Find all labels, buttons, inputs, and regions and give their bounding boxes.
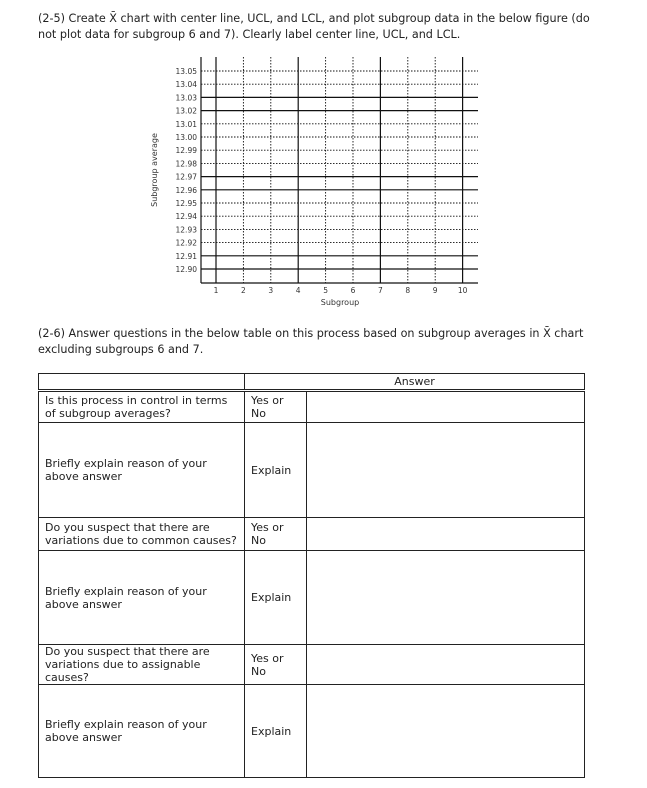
- question-cell: Is this process in control in terms of subgroup averages?: [39, 391, 245, 423]
- y-tick-label: 12.95: [175, 199, 197, 208]
- x-tick-label: 8: [405, 286, 411, 295]
- xbar-chart-grid: [0, 0, 647, 320]
- x-tick-label: 6: [350, 286, 356, 295]
- x-axis-label: Subgroup: [320, 298, 360, 307]
- x-tick-label: 4: [295, 286, 301, 295]
- y-tick-label: 12.98: [175, 159, 197, 169]
- q26-text-end: chart excluding subgroups 6 and 7.: [38, 327, 584, 356]
- y-tick-label: 13.02: [175, 106, 197, 116]
- table-header-row: [39, 374, 585, 391]
- answer-cell[interactable]: [307, 391, 585, 423]
- question-cell: Do you suspect that there are variations due to assignable causes?: [39, 645, 245, 685]
- table-row: [39, 518, 585, 551]
- x-tick-label: 3: [268, 286, 274, 295]
- answer-cell[interactable]: [307, 518, 585, 551]
- header-answer: Answer: [245, 374, 585, 391]
- y-tick-label: 12.99: [175, 146, 197, 156]
- x-tick-label: 9: [432, 286, 438, 295]
- table-row: [39, 551, 585, 645]
- y-tick-label: 13.01: [175, 119, 197, 129]
- answer-cell[interactable]: [307, 645, 585, 685]
- y-tick-label: 12.92: [175, 238, 197, 248]
- xbar-symbol: X̄: [109, 12, 117, 25]
- y-tick-label: 13.05: [175, 67, 197, 76]
- y-tick-label: 13.04: [175, 80, 197, 90]
- question-cell: Briefly explain reason of your above answer: [39, 685, 245, 778]
- answer-cell[interactable]: [307, 423, 585, 518]
- answer-prompt: Yes or No: [245, 645, 307, 685]
- x-tick-label: 5: [323, 286, 328, 295]
- y-tick-label: 12.90: [175, 265, 197, 274]
- y-tick-label: 12.96: [175, 185, 197, 195]
- header-blank: [39, 374, 245, 391]
- q26-text: (2-6) Answer questions in the below table on this process based on subgroup averages in: [38, 327, 544, 340]
- x-tick-label: 10: [457, 286, 468, 295]
- y-tick-label: 12.93: [175, 225, 197, 235]
- y-axis-label: Subgroup average: [150, 133, 159, 207]
- xbar-symbol: X̄: [543, 327, 551, 340]
- table-row: [39, 645, 585, 685]
- question-cell: Do you suspect that there are variations due to common causes?: [39, 518, 245, 551]
- answer-cell[interactable]: [307, 685, 585, 778]
- answer-cell[interactable]: [307, 551, 585, 645]
- answer-prompt: Yes or No: [245, 391, 307, 423]
- y-tick-label: 13.00: [175, 133, 197, 142]
- answer-prompt: Yes or No: [245, 518, 307, 551]
- table-row: [39, 685, 585, 778]
- x-tick-label: 2: [241, 286, 246, 295]
- answer-prompt: Explain: [245, 551, 307, 645]
- question-2-6: [38, 326, 598, 358]
- answer-table: [38, 373, 585, 778]
- q25-text-end: chart with center line, UCL, and LCL, and plot subgroup data in the below figure (do not plot data for subgroup 6 and 7). Clearly label center line, UCL, and LCL.: [38, 12, 590, 41]
- x-tick-label: 7: [378, 286, 383, 295]
- y-tick-label: 13.03: [175, 93, 197, 103]
- x-tick-label: 1: [213, 286, 219, 295]
- y-tick-label: 12.91: [175, 251, 197, 261]
- answer-prompt: Explain: [245, 423, 307, 518]
- table-row: [39, 423, 585, 518]
- y-tick-label: 12.97: [175, 172, 197, 182]
- table-row: [39, 391, 585, 423]
- answer-prompt: Explain: [245, 685, 307, 778]
- q25-text: (2-5) Create: [38, 12, 110, 25]
- question-cell: Briefly explain reason of your above answer: [39, 551, 245, 645]
- y-tick-label: 12.94: [175, 212, 197, 222]
- question-cell: Briefly explain reason of your above answer: [39, 423, 245, 518]
